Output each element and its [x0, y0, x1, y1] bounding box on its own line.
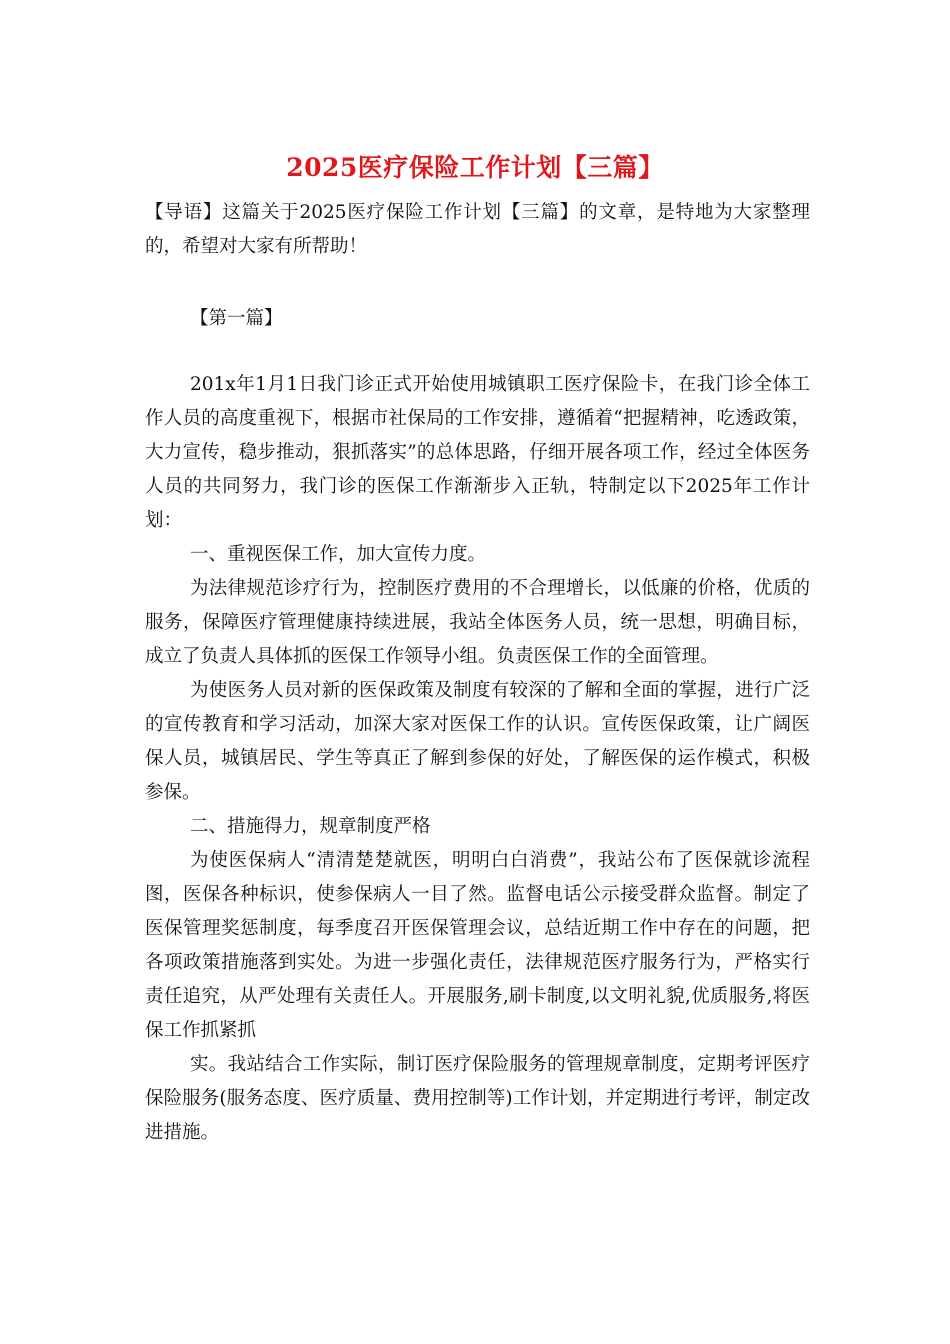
document-title: 2025医疗保险工作计划【三篇】	[286, 153, 664, 182]
paragraph-measures: 为使医保病人“清清楚楚就医，明明白白消费”，我站公布了医保就诊流程图，医保各种标识，使参保病人一目了然。监督电话公示接受群众监督。制定了医保管理奖惩制度，每季度召开医保管理会议，总结近期工作中存在的问题，把各项政策措施落到实处。为进一步强化责任，法律规范医疗服务行为，严格实行责任追究，从严处理有关责任人。开展服务,刷卡制度,以文明礼貌,优质服务,将医保工作抓紧抓	[145, 850, 810, 1041]
subheading-one: 一、重视医保工作，加大宣传力度。	[190, 544, 487, 565]
section-heading: 【第一篇】	[190, 308, 283, 329]
paragraph-publicity: 为使医务人员对新的医保政策及制度有较深的了解和全面的掌握，进行广泛的宣传教育和学习活动，加深大家对医保工作的认识。宣传医保政策，让广阔医保人员，城镇居民、学生等真正了解到参保的好处，了解医保的运作模式，积极参保。	[145, 680, 810, 803]
paragraph-implementation: 实。我站结合工作实际，制订医疗保险服务的管理规章制度，定期考评医疗保险服务(服务态度、医疗质量、费用控制等)工作计划，并定期进行考评，制定改进措施。	[145, 1054, 810, 1143]
intro-paragraph: 【导语】这篇关于2025医疗保险工作计划【三篇】的文章，是特地为大家整理的，希望对大家有所帮助！	[145, 202, 810, 257]
subheading-two: 二、措施得力，规章制度严格	[190, 816, 431, 837]
body-text	[145, 368, 810, 1150]
paragraph-opening: 201x年1月1日我门诊正式开始使用城镇职工医疗保险卡，在我门诊全体工作人员的高度重视下，根据市社保局的工作安排，遵循着“把握精神，吃透政策，大力宣传，稳步推动，狠抓落实”的总体思路，仔细开展各项工作，经过全体医务人员的共同努力，我门诊的医保工作渐渐步入正轨，特制定以下2025年工作计划：	[145, 374, 810, 531]
paragraph-regulation: 为法律规范诊疗行为，控制医疗费用的不合理增长，以低廉的价格，优质的服务，保障医疗管理健康持续进展，我站全体医务人员，统一思想，明确目标，成立了负责人具体抓的医保工作领导小组。负责医保工作的全面管理。	[145, 578, 810, 667]
